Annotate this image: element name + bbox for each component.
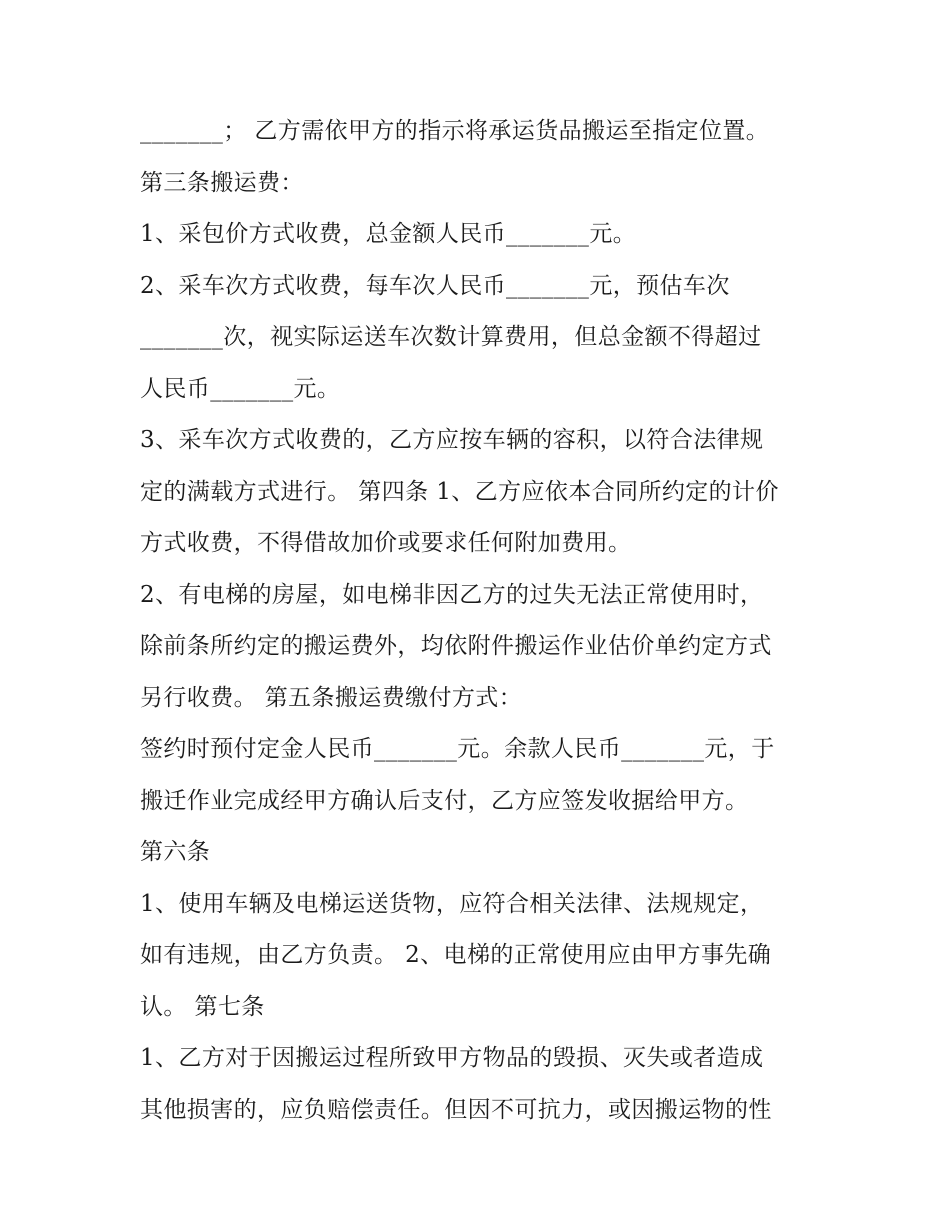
text-line: 如有违规，由乙方负责。 2、电梯的正常使用应由甲方事先确 [140, 942, 772, 968]
text-line: _______； 乙方需依甲方的指示将承运货品搬运至指定位置。 [140, 118, 770, 144]
text-line: 其他损害的，应负赔偿责任。但因不可抗力，或因搬运物的性 [140, 1096, 772, 1123]
text-line: 1、乙方对于因搬运过程所致甲方物品的毁损、灭失或者造成 [140, 1045, 764, 1071]
text-line: 人民币_______元。 [140, 375, 341, 402]
text-line: 1、使用车辆及电梯运送货物，应符合相关法律、法规规定， [140, 890, 764, 917]
text-line: 签约时预付定金人民币_______元。余款人民币_______元，于 [140, 736, 775, 762]
text-line: 定的满载方式进行。 第四条 1、乙方应依本合同所约定的计价 [140, 478, 779, 505]
text-line: 除前条所约定的搬运费外，均依附件搬运作业估价单约定方式 [140, 633, 772, 659]
text-line: 另行收费。 第五条搬运费缴付方式： [140, 684, 523, 711]
text-line: 搬迁作业完成经甲方确认后支付，乙方应签发收据给甲方。 [140, 787, 749, 814]
document-body [140, 106, 820, 1136]
text-line: 2、有电梯的房屋，如电梯非因乙方的过失无法正常使用时， [140, 581, 764, 608]
text-line: 3、采车次方式收费的，乙方应按车辆的容积，以符合法律规 [140, 427, 764, 453]
text-line: 认。 第七条 [140, 993, 265, 1020]
text-line: _______次，视实际运送车次数计算费用，但总金额不得超过 [140, 324, 762, 350]
text-line: 方式收费，不得借故加价或要求任何附加费用。 [140, 530, 632, 556]
text-line: 第三条搬运费： [140, 169, 304, 196]
text-line: 2、采车次方式收费，每车次人民币_______元，预估车次 [140, 272, 730, 299]
text-line: 1、采包价方式收费，总金额人民币_______元。 [140, 221, 637, 247]
text-line: 第六条 [140, 839, 211, 865]
